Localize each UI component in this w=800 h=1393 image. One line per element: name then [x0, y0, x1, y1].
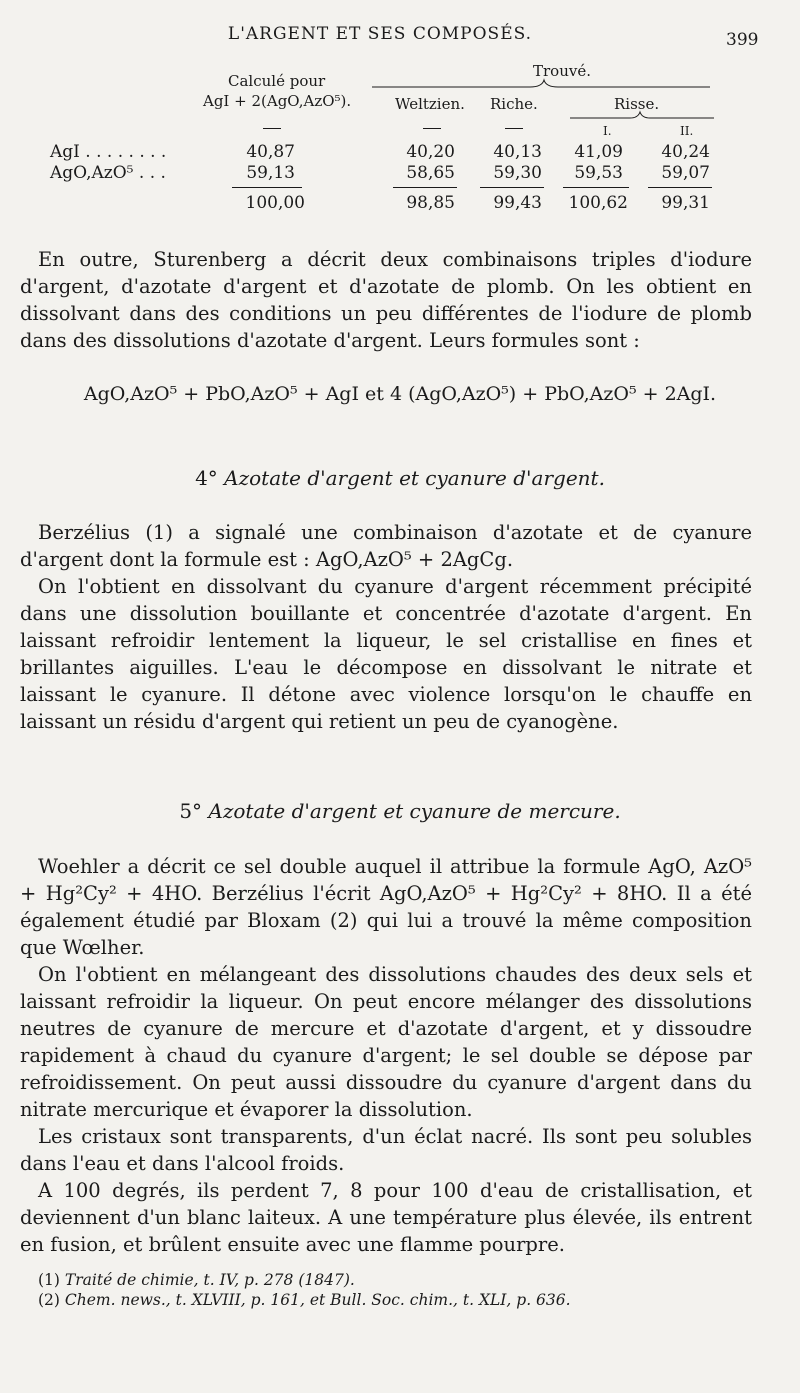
col-weltzien: Weltzien. — [395, 95, 465, 113]
row-ago-label: AgO,AzO⁵ . . . — [50, 163, 166, 183]
paragraph-woehler — [20, 853, 752, 1258]
row-agi-label: AgI . . . . . . . . — [50, 142, 167, 162]
row-agi-risse1: 41,09 — [574, 142, 623, 162]
row-agi-calc: 40,87 — [246, 142, 295, 162]
total-rule-risse2 — [648, 187, 712, 188]
row-agi-riche: 40,13 — [493, 142, 542, 162]
col-risse-1: I. — [603, 124, 612, 138]
calc-header-1: Calculé pour — [228, 72, 326, 90]
row-agi-risse2: 40,24 — [661, 142, 710, 162]
total-risse2: 99,31 — [661, 193, 710, 213]
paragraph-text: Woehler a décrit ce sel double auquel il attribue la formule AgO, AzO⁵ + Hg²Cy² + 4HO. Berzélius l'écrit AgO,AzO⁵ + Hg²Cy² + 8HO. Il a été également étudié par Bloxam (2) qui lui a trouvé la même composition que Wœlher. — [20, 855, 752, 959]
dash-riche — [505, 128, 523, 129]
found-brace — [370, 78, 715, 92]
col-risse-2: II. — [680, 124, 694, 138]
section-heading-5 — [0, 799, 800, 823]
running-header: L'ARGENT ET SES COMPOSÉS. — [227, 24, 533, 44]
paragraph-text: A 100 degrés, ils perdent 7, 8 pour 100 d'eau de cristallisation, et deviennent d'un blanc laiteux. A une température plus élevée, ils entrent en fusion, et brûlent ensuite avec une flamme pourpre. — [20, 1179, 752, 1256]
paragraph-berzelius — [20, 519, 752, 735]
section-number: 5° — [179, 799, 203, 823]
total-calc: 100,00 — [245, 193, 305, 213]
footnote-text: Traité de chimie, t. IV, p. 278 (1847). — [64, 1271, 355, 1289]
total-risse1: 100,62 — [568, 193, 628, 213]
found-header: Trouvé. — [533, 62, 591, 80]
footnote-text: Chem. news., t. XLVIII, p. 161, et Bull. Soc. chim., t. XLI, p. 636. — [64, 1291, 571, 1309]
dash-calc — [263, 128, 281, 129]
row-ago-weltzien: 58,65 — [406, 163, 455, 183]
footnote-2 — [38, 1290, 758, 1310]
total-riche: 99,43 — [493, 193, 542, 213]
total-rule-calc — [232, 187, 302, 188]
page-number: 399 — [726, 30, 759, 50]
paragraph-text: Berzélius (1) a signalé une combinaison d'azotate et de cyanure d'argent dont la formule est : AgO,AzO⁵ + 2AgCg. — [20, 521, 752, 571]
dash-weltzien — [423, 128, 441, 129]
paragraph-sturenberg — [20, 246, 752, 354]
paragraph-text: On l'obtient en dissolvant du cyanure d'argent récemment précipité dans une dissolution bouillante et concentrée d'azotate d'argent. En laissant refroidir lentement la liqueur, le sel cristallise en fines et brillantes aiguilles. L'eau le décompose en dissolvant le nitrate et laissant le cyanure. Il détone avec violence lorsqu'on le chauffe en laissant un résidu d'argent qui retient un peu de cyanogène. — [20, 575, 752, 733]
paragraph-text: On l'obtient en mélangeant des dissolutions chaudes des deux sels et laissant refroidir la liqueur. On peut encore mélanger des dissolutions neutres de cyanure de mercure et d'azotate d'argent, et y dissoudre rapidement à chaud du cyanure d'argent; le sel double se dépose par refroidissement. On peut aussi dissoudre du cyanure d'argent dans du nitrate mercurique et évaporer la dissolution. — [20, 963, 752, 1121]
row-ago-risse2: 59,07 — [661, 163, 710, 183]
row-agi-weltzien: 40,20 — [406, 142, 455, 162]
total-rule-riche — [480, 187, 544, 188]
col-risse: Risse. — [614, 95, 660, 113]
paragraph-text: Les cristaux sont transparents, d'un éclat nacré. Ils sont peu solubles dans l'eau et dans l'alcool froids. — [20, 1125, 752, 1175]
footnote-number: (1) — [38, 1271, 60, 1289]
section-title: Azotate d'argent et cyanure d'argent. — [224, 466, 605, 490]
paragraph-text: En outre, Sturenberg a décrit deux combinaisons triples d'iodure d'argent, d'azotate d'argent et d'azotate de plomb. On les obtient en dissolvant dans des conditions un peu différentes de l'iodure de plomb dans des dissolutions d'azotate d'argent. Leurs formules sont : — [20, 248, 752, 352]
section-title: Azotate d'argent et cyanure de mercure. — [208, 799, 621, 823]
total-rule-weltzien — [393, 187, 457, 188]
risse-brace — [568, 110, 718, 122]
section-number: 4° — [195, 466, 218, 490]
footnote-1 — [38, 1270, 758, 1290]
total-rule-risse1 — [563, 187, 629, 188]
row-ago-calc: 59,13 — [246, 163, 295, 183]
footnotes — [38, 1270, 758, 1310]
footnote-number: (2) — [38, 1291, 60, 1309]
formula-triple-combinations: AgO,AzO⁵ + PbO,AzO⁵ + AgI et 4 (AgO,AzO⁵) + PbO,AzO⁵ + 2AgI. — [83, 383, 717, 405]
section-heading-4 — [0, 466, 800, 490]
calc-header-2: AgI + 2(AgO,AzO⁵). — [203, 92, 352, 110]
total-weltzien: 98,85 — [406, 193, 455, 213]
col-riche: Riche. — [490, 95, 538, 113]
row-ago-riche: 59,30 — [493, 163, 542, 183]
row-ago-risse1: 59,53 — [574, 163, 623, 183]
